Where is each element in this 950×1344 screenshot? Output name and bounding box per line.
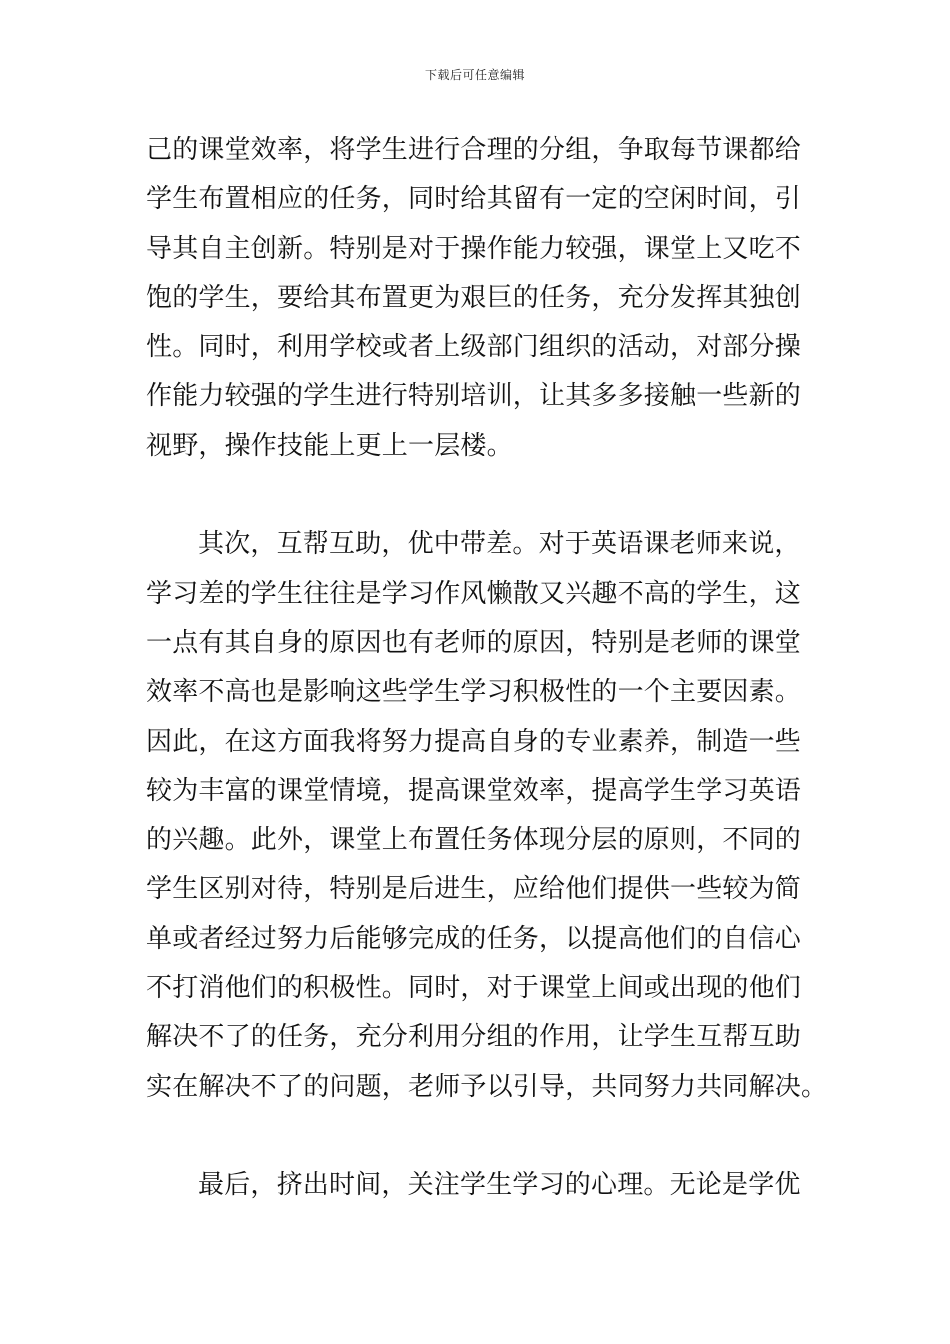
paragraph-3	[146, 1161, 808, 1210]
text-line: 最后，挤出时间，关注学生学习的心理。无论是学优	[198, 1170, 801, 1201]
text-line: 解决不了的任务，充分利用分组的作用，让学生互帮互助	[146, 1022, 802, 1053]
paragraph-gap	[146, 1112, 808, 1161]
text-line: 己的课堂效率，将学生进行合理的分组，争取每节课都给	[146, 135, 802, 165]
text-line: 学生区别对待，特别是后进生，应给他们提供一些较为简	[146, 874, 802, 905]
paragraph-1	[146, 126, 808, 471]
text-line: 饱的学生，要给其布置更为艰巨的任务，充分发挥其独创	[146, 282, 802, 313]
paragraph-gap	[146, 471, 808, 520]
page-header: 下载后可任意编辑	[424, 68, 525, 82]
text-line: 性。同时，利用学校或者上级部门组织的活动，对部分操	[146, 332, 802, 363]
text-line: 其次，互帮互助，优中带差。对于英语课老师来说，	[198, 529, 801, 560]
text-line: 因此，在这方面我将努力提高自身的专业素养，制造一些	[146, 726, 802, 757]
text-line: 的兴趣。此外，课堂上布置任务体现分层的原则，不同的	[146, 825, 802, 856]
text-line: 学生布置相应的任务，同时给其留有一定的空闲时间，引	[146, 184, 802, 215]
text-line: 实在解决不了的问题，老师予以引导，共同努力共同解决。	[146, 1071, 828, 1102]
text-line: 一点有其自身的原因也有老师的原因，特别是老师的课堂	[146, 627, 802, 658]
text-line: 作能力较强的学生进行特别培训，让其多多接触一些新的	[146, 381, 802, 412]
text-line: 不打消他们的积极性。同时，对于课堂上间或出现的他们	[146, 973, 802, 1004]
paragraph-2	[146, 520, 828, 1112]
document-body	[146, 126, 828, 1211]
text-line: 导其自主创新。特别是对于操作能力较强，课堂上又吃不	[146, 233, 802, 264]
text-line: 学习差的学生往往是学习作风懒散又兴趣不高的学生，这	[146, 578, 802, 609]
text-line: 较为丰富的课堂情境，提高课堂效率，提高学生学习英语	[146, 775, 802, 806]
text-line: 视野，操作技能上更上一层楼。	[146, 430, 513, 461]
text-line: 单或者经过努力后能够完成的任务，以提高他们的自信心	[146, 923, 802, 954]
text-line: 效率不高也是影响这些学生学习积极性的一个主要因素。	[146, 677, 802, 708]
